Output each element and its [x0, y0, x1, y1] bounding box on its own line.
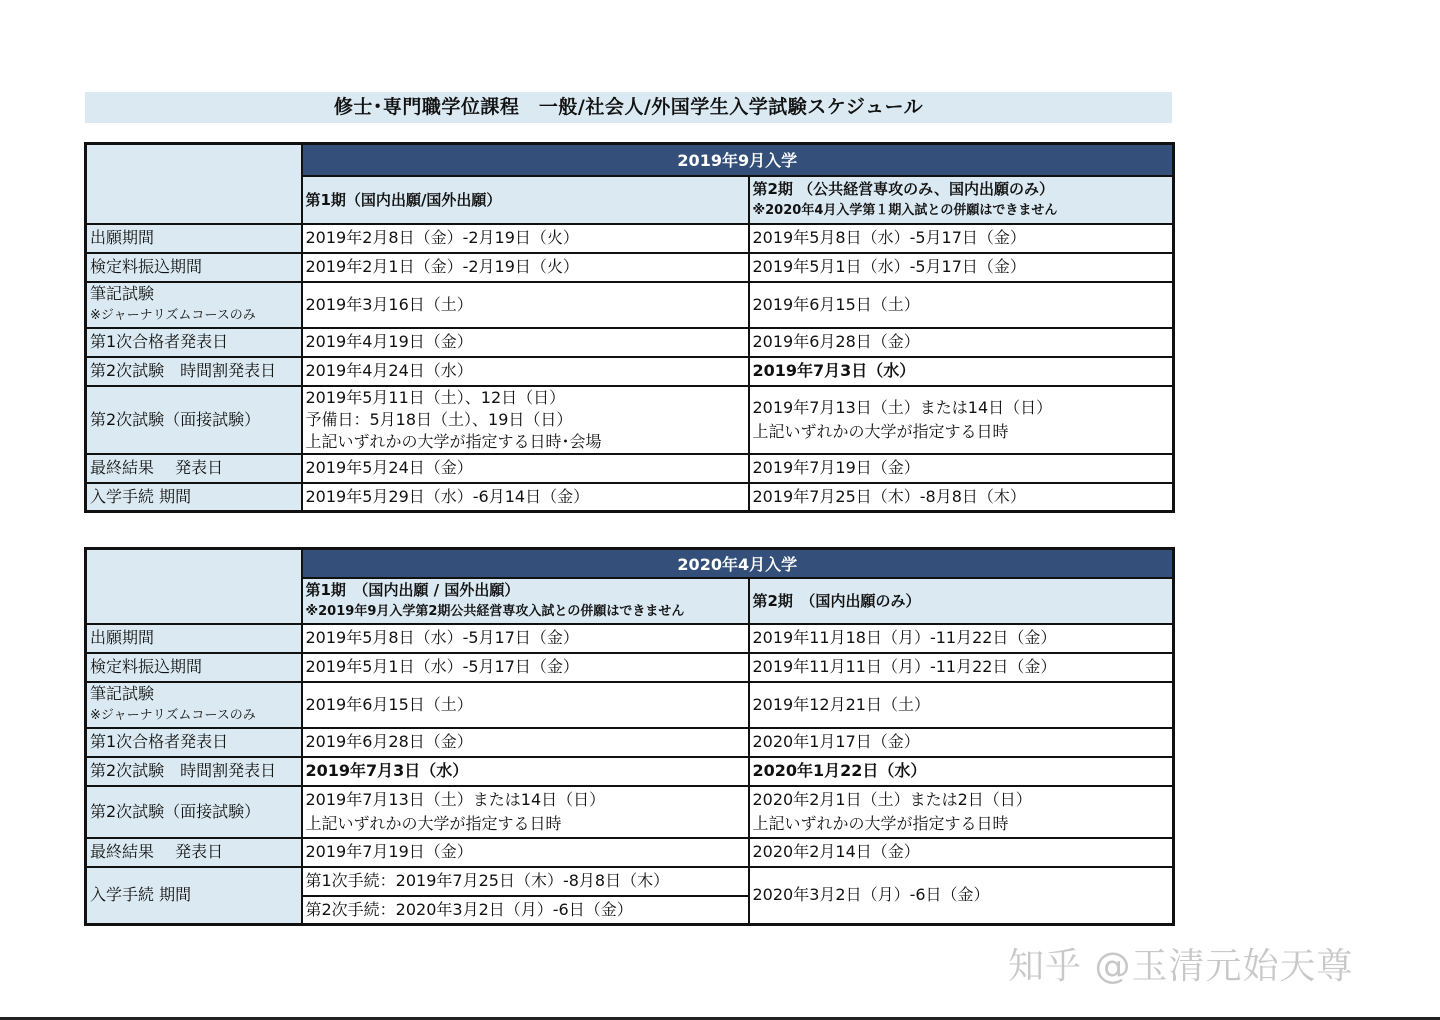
row-label: 筆記試験	[90, 683, 155, 703]
period2-value: 2019年7月19日（金）	[749, 454, 1174, 483]
row-label: 出願期間	[86, 224, 302, 253]
period1-value: 2019年6月15日（土）	[302, 682, 749, 728]
intake-header: 2020年4月入学	[302, 549, 1174, 578]
row-label: 第2次試験（面接試験）	[86, 386, 302, 454]
period2-value: 2019年5月8日（水）-5月17日（金）	[749, 224, 1174, 253]
period1-value: 2019年5月24日（金）	[302, 454, 749, 483]
table-row	[86, 653, 1174, 682]
row-label: 入学手続 期間	[86, 483, 302, 512]
row-label: 検定料振込期間	[86, 253, 302, 282]
period2-title: 第2期 （国内出願のみ）	[752, 591, 921, 610]
table-row	[86, 328, 1174, 357]
period1-value: 2019年5月8日（水）-5月17日（金）	[302, 624, 749, 653]
period2-value: 2020年1月17日（金）	[749, 728, 1174, 757]
period2-value: 2019年12月21日（土）	[749, 682, 1174, 728]
period1-header	[302, 176, 749, 224]
table-row	[86, 454, 1174, 483]
period2-value: 2019年5月1日（水）-5月17日（金）	[749, 253, 1174, 282]
row-label-cell	[86, 282, 302, 328]
period2-value: 2020年3月2日（月）-6日（金）	[749, 867, 1174, 925]
period1-procedure-first: 第1次手続：2019年7月25日（木）-8月8日（木）	[302, 867, 749, 896]
row-label: 筆記試験	[90, 283, 155, 303]
page-title: 修士･専門職学位課程 一般/社会人/外国学生入学試験スケジュール	[85, 92, 1172, 123]
period1-title: 第1期 （国内出願 / 国外出願）	[305, 580, 520, 599]
row-label: 第1次合格者発表日	[86, 328, 302, 357]
period2-value: 2019年7月25日（木）-8月8日（木）	[749, 483, 1174, 512]
table-row	[86, 682, 1174, 728]
row-label: 最終結果 発表日	[86, 838, 302, 867]
row-label-note: ※ジャーナリズムコースのみ	[90, 707, 256, 723]
table-row	[86, 253, 1174, 282]
table-row	[86, 282, 1174, 328]
period1-note: ※2019年9月入学第2期公共経営専攻入試との併願はできません	[305, 603, 685, 619]
period2-value-cell	[749, 786, 1174, 838]
row-label: 出願期間	[86, 624, 302, 653]
intake-header: 2019年9月入学	[302, 144, 1174, 176]
period1-header	[302, 578, 749, 624]
row-label: 第1次合格者発表日	[86, 728, 302, 757]
period1-value: 2019年3月16日（土）	[302, 282, 749, 328]
watermark: 知乎 @玉清元始天尊	[1008, 946, 1354, 987]
row-label: 第2次試験 時間割発表日	[86, 757, 302, 786]
period2-value-line: 上記いずれかの大学が指定する日時	[752, 421, 1009, 441]
schedule-table-2020-april	[84, 547, 1175, 926]
period1-value: 2019年4月19日（金）	[302, 328, 749, 357]
period2-value: 2019年11月18日（月）-11月22日（金）	[749, 624, 1174, 653]
period2-value: 2019年11月11日（月）-11月22日（金）	[749, 653, 1174, 682]
period2-value-cell	[749, 386, 1174, 454]
period2-value: 2019年6月15日（土）	[749, 282, 1174, 328]
period1-value: 2019年5月29日（水）-6月14日（金）	[302, 483, 749, 512]
table-row	[86, 786, 1174, 838]
period1-value: 2019年4月24日（水）	[302, 357, 749, 386]
period2-header	[749, 578, 1174, 624]
period2-value: 2020年1月22日（水）	[749, 757, 1174, 786]
row-label: 第2次試験（面接試験）	[86, 786, 302, 838]
row-label: 第2次試験 時間割発表日	[86, 357, 302, 386]
row-label: 検定料振込期間	[86, 653, 302, 682]
row-label: 入学手続 期間	[86, 867, 302, 925]
header-corner	[86, 144, 302, 224]
period1-value-line: 上記いずれかの大学が指定する日時	[305, 813, 562, 833]
schedule-table-2019-september	[84, 142, 1175, 513]
table-row	[86, 757, 1174, 786]
period1-value-cell	[302, 786, 749, 838]
period2-value-line: 上記いずれかの大学が指定する日時	[752, 813, 1009, 833]
table-row	[86, 483, 1174, 512]
period1-title: 第1期（国内出願/国外出願）	[305, 190, 502, 209]
period2-header	[749, 176, 1174, 224]
period1-value: 2019年5月1日（水）-5月17日（金）	[302, 653, 749, 682]
period2-value: 2020年2月14日（金）	[749, 838, 1174, 867]
period1-value: 2019年6月28日（金）	[302, 728, 749, 757]
period2-title: 第2期 （公共経営専攻のみ、国内出願のみ）	[752, 179, 1055, 198]
header-corner	[86, 549, 302, 624]
period1-procedure-second: 第2次手続：2020年3月2日（月）-6日（金）	[302, 896, 749, 925]
period1-value-line: 2019年5月11日（土）、12日（日）	[305, 387, 566, 407]
row-label-note: ※ジャーナリズムコースのみ	[90, 307, 256, 323]
row-label-cell	[86, 682, 302, 728]
row-label: 最終結果 発表日	[86, 454, 302, 483]
period1-value: 2019年2月1日（金）-2月19日（火）	[302, 253, 749, 282]
period1-value-cell	[302, 386, 749, 454]
table-row	[86, 728, 1174, 757]
table-row	[86, 867, 1174, 896]
period1-value: 2019年7月19日（金）	[302, 838, 749, 867]
period1-value-line: 予備日：5月18日（土）、19日（日）	[305, 409, 573, 429]
period2-value-line: 2019年7月13日（土）または14日（日）	[752, 397, 1053, 417]
table-row	[86, 838, 1174, 867]
table-row	[86, 224, 1174, 253]
period1-value: 2019年2月8日（金）-2月19日（火）	[302, 224, 749, 253]
period1-value: 2019年7月3日（水）	[302, 757, 749, 786]
period2-note: ※2020年4月入学第１期入試との併願はできません	[752, 202, 1058, 218]
period1-value-line: 2019年7月13日（土）または14日（日）	[305, 789, 606, 809]
period2-value: 2019年7月3日（水）	[749, 357, 1174, 386]
period2-value-line: 2020年2月1日（土）または2日（日）	[752, 789, 1032, 809]
table-row	[86, 357, 1174, 386]
period1-value-line: 上記いずれかの大学が指定する日時･会場	[305, 431, 602, 451]
period2-value: 2019年6月28日（金）	[749, 328, 1174, 357]
table-row	[86, 386, 1174, 454]
table-row	[86, 624, 1174, 653]
